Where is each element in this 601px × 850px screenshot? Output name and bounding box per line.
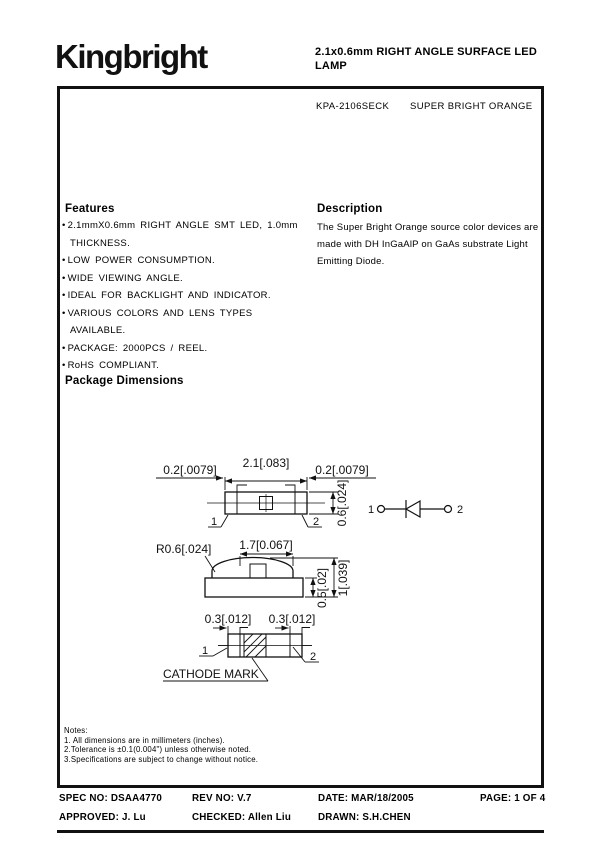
description-body: The Super Bright Orange source color devices are made with DH InGaAlP on GaAs substrate Light Emitting Diode. — [317, 222, 539, 267]
top-view-pin2-label: 2 — [312, 516, 320, 528]
footer-approved: APPROVED: J. Lu — [59, 812, 146, 823]
feature-item: • VARIOUS COLORS AND LENS TYPES AVAILABLE. — [62, 305, 304, 340]
package-dimensions-heading: Package Dimensions — [65, 375, 184, 387]
notes-block — [64, 726, 258, 764]
bottom-view-pin2-label: 2 — [309, 651, 317, 663]
side-view-chip — [250, 564, 266, 578]
bottom-view-pin1-label: 1 — [201, 645, 209, 657]
note-item: 2.Tolerance is ±0.1(0.004") unless otherwise noted. — [64, 745, 252, 755]
dim-label-0-2-right: 0.2[.0079] — [315, 463, 369, 477]
footer-drawn: DRAWN: S.H.CHEN — [318, 812, 411, 823]
feature-item: • LOW POWER CONSUMPTION. — [62, 252, 304, 270]
dim-label-0-2-left: 0.2[.0079] — [163, 463, 217, 477]
schematic-pin1-terminal — [378, 506, 385, 513]
feature-item: • 2.1mmX0.6mm RIGHT ANGLE SMT LED, 1.0mm THICKNESS. — [62, 217, 304, 252]
top-view-pin1-label: 1 — [210, 516, 218, 528]
footer-divider — [57, 830, 544, 833]
page-title-line2: LAMP — [315, 60, 347, 72]
features-list — [62, 217, 304, 375]
side-view-base — [205, 578, 303, 597]
diode-schematic — [378, 500, 452, 518]
diode-triangle — [406, 501, 420, 517]
dim-label-0-5: 0.5[.02] — [315, 567, 329, 609]
footer-rev-no: REV NO: V.7 — [192, 793, 252, 804]
kingbright-logo: Kingbright — [55, 38, 207, 75]
feature-item: • RoHS COMPLIANT. — [62, 357, 304, 375]
side-view-dome — [212, 558, 293, 579]
footer-checked: CHECKED: Allen Liu — [192, 812, 292, 823]
page-title — [315, 45, 565, 73]
package-dimensions-drawing — [150, 440, 480, 690]
footer-spec-no: SPEC NO: DSAA4770 — [59, 793, 163, 804]
dim-label-1-7: 1.7[0.067] — [239, 538, 293, 552]
dim-label-2-1: 2.1[.083] — [242, 456, 290, 470]
schematic-pin2-label: 2 — [456, 504, 464, 516]
notes-title: Notes: — [64, 726, 88, 735]
description-heading: Description — [317, 203, 383, 215]
dim-label-0-3-left: 0.3[.012] — [204, 612, 252, 626]
footer-page: PAGE: 1 OF 4 — [480, 793, 546, 804]
dim-label-r0-6: R0.6[.024] — [156, 542, 212, 556]
cathode-mark-label: CATHODE MARK — [163, 667, 259, 681]
footer-date: DATE: MAR/18/2005 — [318, 793, 414, 804]
feature-item: • IDEAL FOR BACKLIGHT AND INDICATOR. — [62, 287, 304, 305]
dim-label-1: 1[.039] — [336, 559, 350, 597]
dim-label-0-3-right: 0.3[.012] — [268, 612, 316, 626]
note-item: 1. All dimensions are in millimeters (inches). — [64, 735, 225, 745]
page-title-line1: 2.1x0.6mm RIGHT ANGLE SURFACE LED — [315, 46, 537, 58]
feature-item: • WIDE VIEWING ANGLE. — [62, 270, 304, 288]
features-heading: Features — [65, 203, 115, 215]
feature-item: • PACKAGE: 2000PCS / REEL. — [62, 340, 304, 358]
schematic-pin1-label: 1 — [367, 504, 375, 516]
note-item: 3.Specifications are subject to change without notice. — [64, 754, 259, 764]
part-color-name: SUPER BRIGHT ORANGE — [410, 101, 533, 112]
part-number: KPA-2106SECK — [316, 101, 390, 112]
schematic-pin2-terminal — [445, 506, 452, 513]
dim-label-0-6: 0.6[.024] — [335, 479, 349, 527]
